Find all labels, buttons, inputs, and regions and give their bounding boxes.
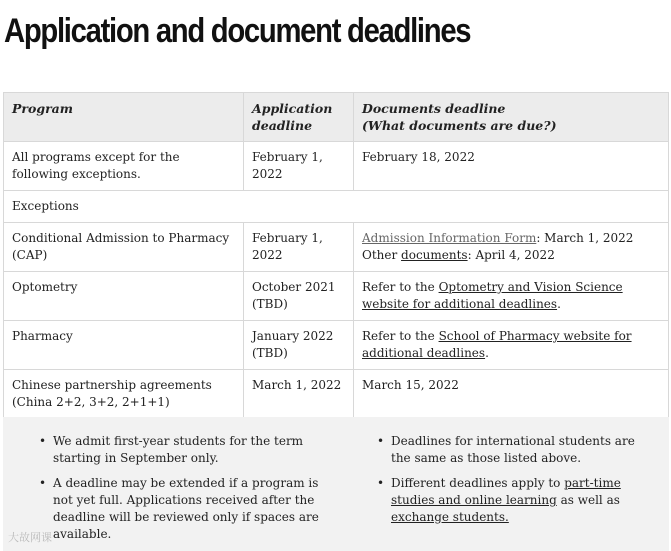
part-time-studies-link[interactable]: part-time studies and online learning bbox=[391, 476, 621, 507]
header-documents-deadline-label: Documents deadline bbox=[362, 101, 506, 116]
documents-link[interactable]: documents bbox=[401, 248, 468, 262]
list-item: • We admit first-year students for the term starting in September only. bbox=[39, 433, 319, 467]
table-header-row bbox=[4, 93, 669, 142]
table-row bbox=[4, 142, 669, 191]
application-cell: January 2022 (TBD) bbox=[244, 321, 354, 370]
documents-cell: March 15, 2022 bbox=[354, 370, 669, 419]
documents-text: Refer to the bbox=[362, 280, 439, 294]
list-item bbox=[377, 475, 657, 526]
program-cell: Optometry bbox=[4, 272, 244, 321]
application-cell: February 1, 2022 bbox=[244, 223, 354, 272]
deadlines-table bbox=[3, 92, 669, 419]
documents-text: . bbox=[557, 297, 561, 311]
note-text: as well as bbox=[556, 493, 620, 507]
optometry-website-link[interactable]: Optometry and Vision Science website for additional deadlines bbox=[362, 280, 623, 311]
documents-text: : March 1, 2022 bbox=[536, 231, 634, 245]
watermark: 大故网课 bbox=[8, 531, 52, 544]
program-cell: All programs except for the following exceptions. bbox=[4, 142, 244, 191]
documents-cell bbox=[354, 223, 669, 272]
header-documents-deadline bbox=[354, 93, 669, 142]
page-title: Application and document deadlines bbox=[4, 12, 471, 50]
notes-right-list bbox=[377, 433, 657, 534]
exchange-students-link[interactable]: exchange students. bbox=[391, 510, 509, 524]
documents-cell: February 18, 2022 bbox=[354, 142, 669, 191]
note-text: Different deadlines apply to bbox=[391, 476, 565, 490]
what-documents-due-link[interactable]: (What documents are due?) bbox=[362, 118, 557, 133]
table-row bbox=[4, 223, 669, 272]
application-cell: October 2021 (TBD) bbox=[244, 272, 354, 321]
program-cell: Conditional Admission to Pharmacy (CAP) bbox=[4, 223, 244, 272]
documents-text: : April 4, 2022 bbox=[467, 248, 555, 262]
table-row bbox=[4, 321, 669, 370]
table-row bbox=[4, 370, 669, 419]
header-program: Program bbox=[4, 93, 244, 142]
application-cell: February 1, 2022 bbox=[244, 142, 354, 191]
exceptions-row bbox=[4, 191, 669, 223]
admission-information-form-link[interactable]: Admission Information Form bbox=[362, 231, 537, 245]
list-item: • Deadlines for international students are the same as those listed above. bbox=[377, 433, 657, 467]
notes-left-list bbox=[39, 433, 319, 551]
table-row bbox=[4, 272, 669, 321]
documents-cell bbox=[354, 321, 669, 370]
pharmacy-website-link[interactable]: School of Pharmacy website for additional deadlines bbox=[362, 329, 632, 360]
exceptions-label: Exceptions bbox=[4, 191, 669, 223]
header-application-deadline: Application deadline bbox=[244, 93, 354, 142]
program-cell: Chinese partnership agreements (China 2+2, 3+2, 2+1+1) bbox=[4, 370, 244, 419]
application-cell: March 1, 2022 bbox=[244, 370, 354, 419]
notes-panel bbox=[3, 417, 669, 551]
documents-text: . bbox=[485, 346, 489, 360]
documents-cell bbox=[354, 272, 669, 321]
program-cell: Pharmacy bbox=[4, 321, 244, 370]
documents-text: Other bbox=[362, 248, 402, 262]
list-item: • A deadline may be extended if a program is not yet full. Applications received after the deadline will be reviewed only if spaces are available. bbox=[39, 475, 319, 543]
documents-text: Refer to the bbox=[362, 329, 439, 343]
